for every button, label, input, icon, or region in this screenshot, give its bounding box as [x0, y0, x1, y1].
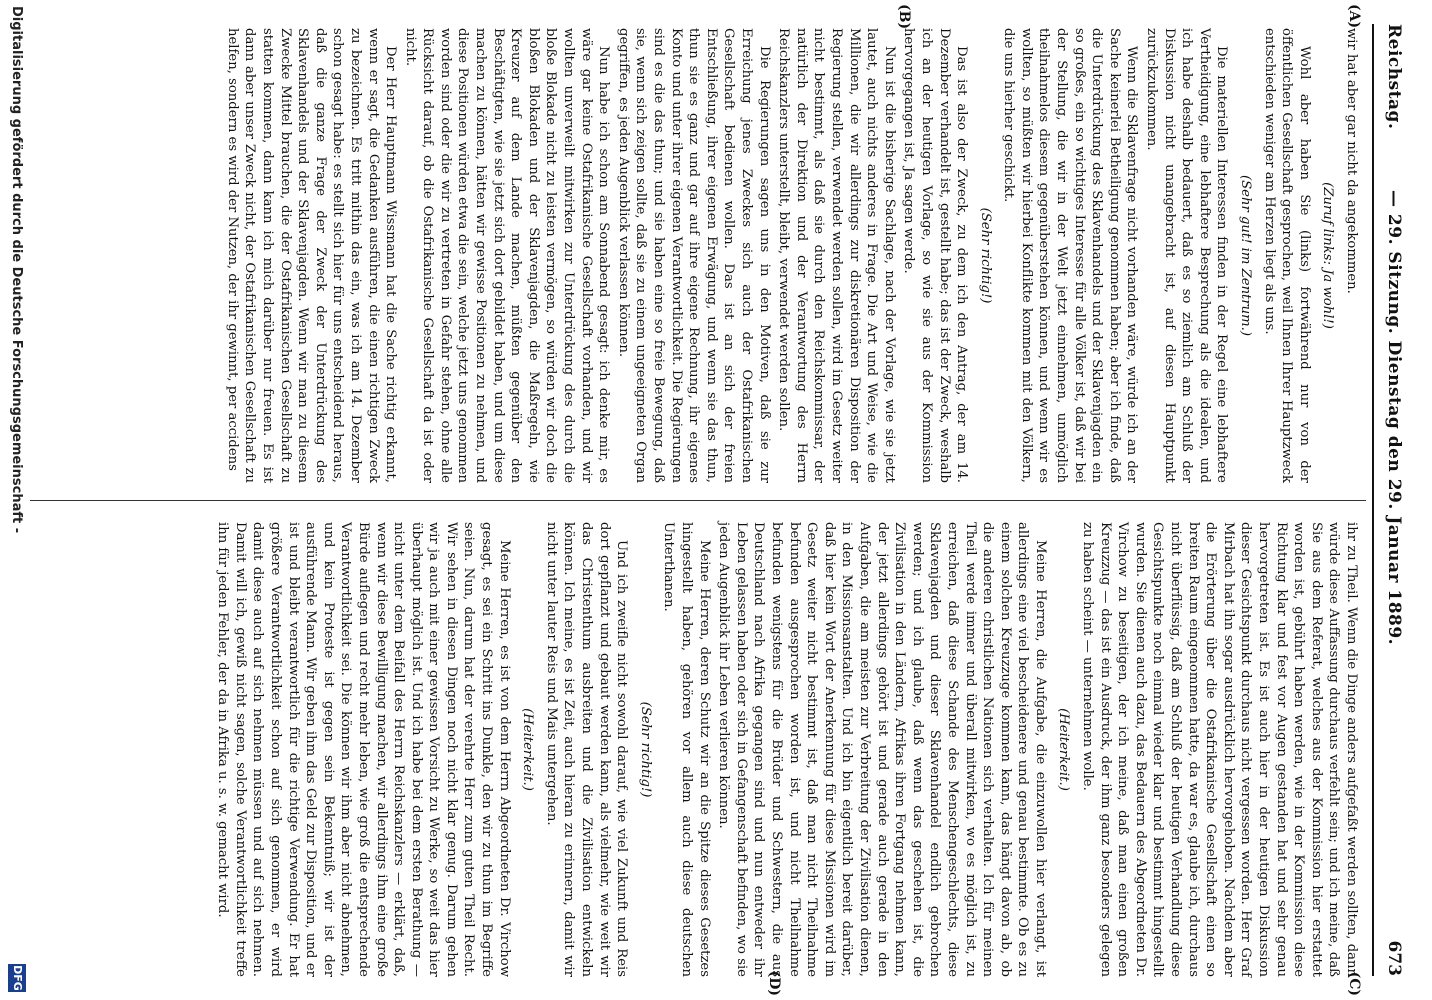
header-rule: [1372, 24, 1374, 976]
interjection: (Zuruf links: Ja wohl!): [1320, 182, 1336, 329]
margin-marker-c: (C): [1346, 971, 1362, 996]
paragraph: ihr zu Theil. Wenn die Dinge anders aufgefaßt werden sollten, dann würde diese Auffassung durchaus verfehlt sein; und ich meine, daß Sie aus dem Referat, welches aus der Kommission hier erstattet worden ist, gebührt haben werden, wie in der Kommission diese Richtung klar und fest vor Augen gestanden hat und sehr genau hervorgetreten ist. Es ist auch hier in der heutigen Diskussion dieser Gesichtspunkt durchaus nicht vergessen worden. Herr Graf Mirbach hat ihn sogar ausdrücklich hervorgehoben. Nachdem aber die Erörterung über die Ostafrikanische Gesellschaft einen so breiten Raum eingenommen hatte, da war es, glaube ich, durchaus nicht überflüssig, daß am Schluß der heutigen Verhandlung diese Gesichtspunkte noch einmal wieder klar und bestimmt hingestellt wurden. Sie dienen auch dazu, das Bedauern des Abgeordneten Dr. Virchow zu beseitigen, der ich meine, daß man einen großen Kreuzzug — das ist ein Ausdruck, der ihm ganz besonders gelegen zu haben scheint — unternehmen wolle.: [1080, 522, 1359, 977]
interjection: (Heiterkeit.): [1056, 708, 1072, 791]
digitization-footer: [0, 0, 30, 1000]
paragraph: Und ich zweifle nicht sowohl darauf, wie viel Zukunft und Reis dort gepflanzt und gebaut werden kann, als vielmehr, wie weit wir das Christenthum ausbreiten und die Zivilisation entwickeln können. Ich meine, es ist Zeit, auch hieran zu erinnern, damit wir nicht unter lauter Reis und Mais untergehen.: [543, 522, 630, 977]
paragraph: Meine Herren, es ist von dem Herrn Abgeordneten Dr. Virchow gesagt, es sei ein Schritt ins Dunkle, den wir zu thun im Begriffe seien. Nun, darum hat der verehrte Herr zum guten Theil Recht. Wir sehen in diesen Dingen noch nicht klar genug. Darum gehen wir ja auch mit einer gewissen Vorsicht zu Werke, so weit das hier überhaupt möglich ist. Und ich habe bei dem ersten Berathung — nicht unter dem Beifall des Herrn Reichskanzlers — erklärt, daß, wenn wir diese Bewilligung machen, wir allerdings ihm eine große Bürde auflegen und recht mehr leben, wie groß die entsprechende Verantwortlichkeit sei. Die können wir ihm aber nicht abnehmen, und kein Proteste ist gegen sein Bekenntniß; wir ist der ausführende Mann. Wir geben ihm das Geld zur Disposition, und er ist und bleibt verantwortlich für die richtige Verwendung. Er hat größere Verantwortlichkeit schon auf sich genommen, er wird damit diese auch auf sich nehmen müssen und auf sich nehmen. Damit will ich, gewiß nicht sagen, solche Verantwortlichkeit treffe ihn für jeden Fehler, der da in Afrika u. s. w. gemacht wird.: [215, 522, 512, 977]
dfg-logo: DFG: [8, 964, 26, 992]
margin-marker-b: (B): [896, 4, 912, 30]
text-column-right: [212, 522, 1360, 977]
paragraph: Meine Herren, die Aufgabe, die einzuwollen hier verlangt, ist allerdings eine viel bescheidenere und genau bestimmte. Ob es zu einem solchen Kreuzzuge kommen kann, das hängt davon ab, ob die anderen christlichen Nationen sich verhalten. Ich für meinen Theil werde immer und überall mitwirken, wo es möglich ist, zu erreichen, daß diese Schande des Menschengeschlechts, diese Sklavenjagden und dieser Sklavenhandel endlich gebrochen werden; und ich glaube, daß wenn das geschehen ist, die Zivilisation in den Ländern, Afrikas ihren Fortgang nehmen kann, der jetzt allerdings gehört ist und gerade auch gerade in den Aufgaben, die am meisten zur Verbreitung der Zivilisation dienen, in den Missionsanstalten. Und ich bin eigentlich bereit darüber, daß hier kein Wort der Anerkennung für diese Missionen wird im Gesetz weiter nicht bestimmt ist, daß man nicht Theilnahme befunden ausgesprochen worden ist, und nicht Theilnahme befunden wenigstens für die Brüder und Schwestern, die aus Deutschland nach Afrika gegangen sind und nun entweder ihr Leben gelassen haben oder sich in Gefangenschaft befinden, wo sie jeden Augenblick ihr Leben verlieren können.: [716, 522, 1048, 977]
paragraph: Die materiellen Interessen finden in der Regel eine lebhaftere Vertheidigung, eine lebhaftere Besprechung als die idealen, und ich habe deshalb bedauert, daß es so ziemlich am Schluß der Diskussion nicht unangebracht ist, auf diesen Hauptpunkt zurückzukommen.: [1144, 28, 1230, 483]
digitization-credit: Digitalisierung gefördert durch die Deutsche Forschungsgemeinschaft -: [9, 6, 24, 534]
header-session: — 29. Sitzung. Dienstag den 29. Januar 1889.: [1384, 190, 1404, 646]
interjection: (Heiterkeit.): [520, 708, 536, 791]
column-divider: [26, 500, 1366, 501]
paragraph: Nun ist die bisherige Sachlage, nach der Vorlage, wie sie jetzt lautet, auch nichts anderes in Frage. Die Art und Weise, wie die Millionen, die wir allerdings zur diskretionären Disposition der Regierung stellen, verwendet werden sollen, wird im Gesetz weiter nicht bestimmt, als daß sie durch den Reichskommissar, der natürlich der Direktion und der Verantwortung des Herrn Reichskanzlers unterstellt, bleibt, verwendet werden sollen.: [776, 28, 897, 483]
paragraph: wir hat aber gar nicht da angekommen.: [1344, 28, 1359, 294]
interjection: (Sehr gut! im Zentrum.): [1238, 174, 1254, 336]
paragraph: Wohl aber haben Sie (links) fortwährend nur von der öffentlichen Gesellschaft gesprochen, weil Ihnen Ihrer Hauptzweck entschieden weniger am Herzen liegt als uns.: [1261, 28, 1312, 483]
running-header: [1372, 0, 1432, 1000]
interjection: (Sehr richtig!): [637, 701, 653, 798]
page-number: 673: [1384, 940, 1404, 976]
paragraph: Der Herr Hauptmann Wissmann hat die Sache richtig erkannt, wenn er sagt, die Gedanken ausführen, die einen richtigen Zweck zu bezeichnen. Es tritt mithin das ein, was ich am 14. Dezember schon gesagt habe: es stellt sich hier für uns entscheidend heraus, daß die ganze Frage der Zweck der Unterdrückung des Sklavenhandels und der Sklavenjagden. Wenn wir man zu diesem Zwecke Mittel brauchen, die der Ostafrikanischen Gesellschaft zu statten kommen, dann kann ich mich darüber nur freuen. Es ist dann aber unser Zweck nicht, der Ostafrikanischen Gesellschaft zu helfen, sondern es wird der Nutzen, der ihr gewinnt, per accidens: [224, 28, 399, 483]
paragraph: Meine Herren, deren Schutz wir an die Spitze dieses Gesetzes hingestellt haben, gehören vor allem auch diese deutschen Unterthanen.: [661, 522, 712, 977]
text-column-left: [221, 28, 1360, 483]
margin-marker-a: (A): [1346, 4, 1362, 29]
header-left: Reichstag.: [1384, 24, 1404, 130]
paragraph: Das ist also der Zweck, zu dem ich den Antrag, der am 14. Dezember verhandelt ist, gestellt habe; das ist der Zweck, weshalb ich an der heutigen Vorlage, so wie sie aus der Kommission hervorgegangen ist, Ja sagen werde.: [901, 28, 970, 483]
margin-marker-d: (D): [766, 970, 782, 996]
paragraph: Nun habe ich schon am Sonnabend gesagt: ich denke mir, es wäre gar keine Ostafrikanische Gesellschaft vorhanden, und wir wollten unverweilt mitwirken zur Unterdrückung des durch die bloße Blokade nicht zu leisten vermögen, so würden wir doch die bloßen Blokaden und der Sklavenjagden, die Maßregeln, wie Kreuzer auf dem Lande machen, müßten gegenüber den Beschäftigten, wie sie jetzt sich dort gebildet haben, und um diese machen zu können, hätten wir gewisse Positionen zu nehmen, und diese Positionen würden etwa die sein, welche jetzt uns genommen worden sind oder die wir zu vertreten in Gefahr stehen, ohne alle Rücksicht darauf, ob die Ostafrikanische Gesellschaft da ist oder nicht.: [402, 28, 612, 483]
paragraph: Die Regierungen sagen uns in den Motiven, daß sie zur Erreichung jenes Zweckes sich auch der Ostafrikanischen Gesellschaft bedienen wollen. Das ist an sich der freien Entschließung, ihrer eigenen Erwägung, und wenn sie das thun, thun sie es ganz und gar auf ihre eigene Rechnung, ihr eigenes Konto und unter ihrer eigenen Verantwortlichkeit. Die Regierungen sind es die das thun; und sie haben eine so freie Bewegung, daß sie, wenn sich zeigen sollte, daß sie zu einem ungeeigneten Organ gegriffen, es jeden Augenblick verlassen können.: [615, 28, 772, 483]
interjection: (Sehr richtig!): [977, 207, 993, 304]
paragraph: Wenn die Sklavenfrage nicht vorhanden wäre, würde ich an der Sache keinerlei Betheiligung genommen haben; aber ich finde, daß die Unterdrückung des Sklavenhandels und der Sklavenjagden ein so großes, ein so wichtiges Interesse für alle Völker ist, daß wir bei der Stellung, die wir in der Welt jetzt einnehmen, unmöglich theilnahmelos diesem gegenüberstehen können, und wenn wir es wollten, so müßten wir hierbei Konflikte kommen mit den Völkern, die uns hierher geschickt.: [1001, 28, 1140, 483]
